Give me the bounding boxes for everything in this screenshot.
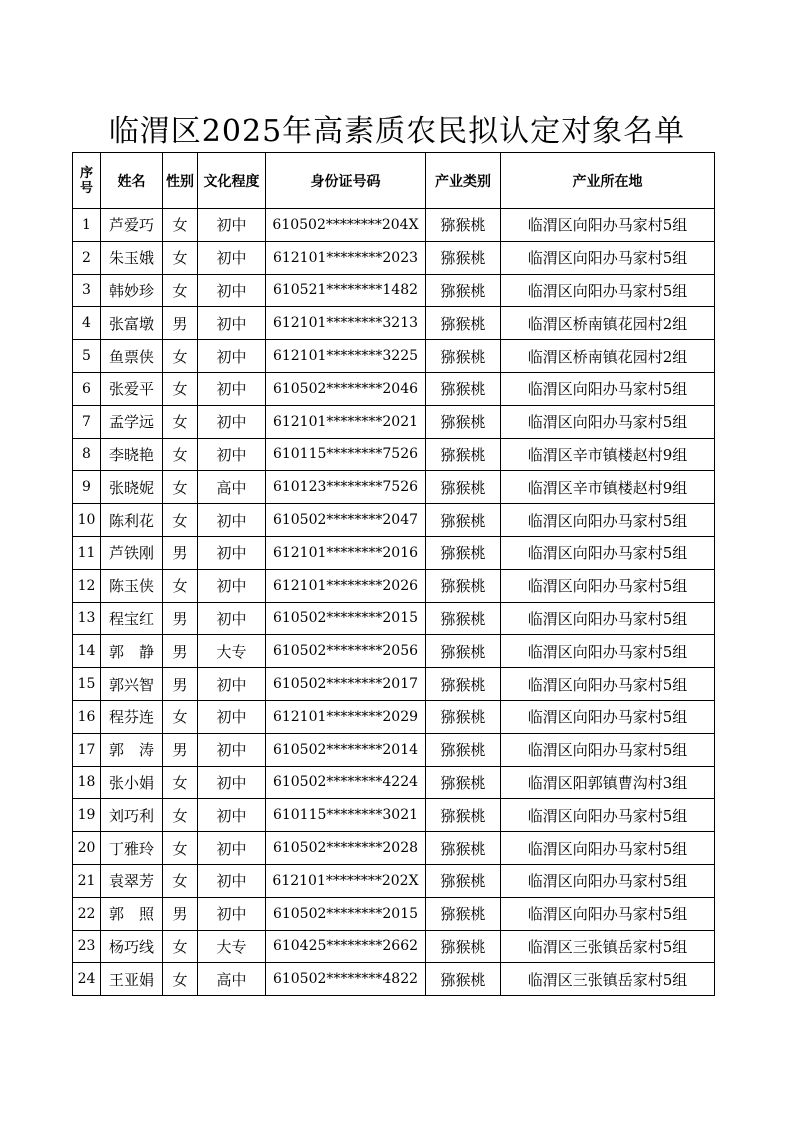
- header-education: 文化程度: [198, 153, 266, 209]
- cell-index: 2: [73, 241, 101, 274]
- cell-education: 初中: [198, 372, 266, 405]
- table-row: [73, 766, 715, 799]
- cell-id-number: 612101********2021: [266, 405, 426, 438]
- table-row: [73, 700, 715, 733]
- cell-education: 初中: [198, 668, 266, 701]
- table-row: [73, 930, 715, 963]
- table-row: [73, 963, 715, 996]
- table-row: [73, 635, 715, 668]
- cell-name: 张富墩: [101, 307, 163, 340]
- cell-index: 1: [73, 209, 101, 242]
- table-row: [73, 897, 715, 930]
- cell-id-number: 610115********7526: [266, 438, 426, 471]
- cell-index: 14: [73, 635, 101, 668]
- cell-gender: 女: [163, 340, 198, 373]
- cell-name: 程宝红: [101, 602, 163, 635]
- cell-name: 丁雅玲: [101, 832, 163, 865]
- cell-industry: 猕猴桃: [426, 602, 501, 635]
- cell-index: 10: [73, 504, 101, 537]
- cell-industry: 猕猴桃: [426, 241, 501, 274]
- cell-id-number: 610502********2028: [266, 832, 426, 865]
- cell-gender: 女: [163, 438, 198, 471]
- cell-name: 朱玉娥: [101, 241, 163, 274]
- cell-industry: 猕猴桃: [426, 209, 501, 242]
- cell-industry: 猕猴桃: [426, 569, 501, 602]
- table-row: [73, 405, 715, 438]
- cell-name: 韩妙珍: [101, 274, 163, 307]
- cell-gender: 男: [163, 602, 198, 635]
- cell-education: 高中: [198, 471, 266, 504]
- cell-industry: 猕猴桃: [426, 733, 501, 766]
- cell-name: 陈玉侠: [101, 569, 163, 602]
- table-row: [73, 504, 715, 537]
- cell-name: 郭兴智: [101, 668, 163, 701]
- cell-id-number: 612101********2023: [266, 241, 426, 274]
- cell-id-number: 610502********4224: [266, 766, 426, 799]
- cell-industry: 猕猴桃: [426, 930, 501, 963]
- cell-gender: 女: [163, 766, 198, 799]
- cell-location: 临渭区向阳办马家村5组: [501, 897, 715, 930]
- cell-name: 张爱平: [101, 372, 163, 405]
- table-row: [73, 471, 715, 504]
- cell-industry: 猕猴桃: [426, 963, 501, 996]
- cell-industry: 猕猴桃: [426, 372, 501, 405]
- cell-id-number: 610123********7526: [266, 471, 426, 504]
- cell-industry: 猕猴桃: [426, 307, 501, 340]
- cell-location: 临渭区辛市镇楼赵村9组: [501, 438, 715, 471]
- table-row: [73, 340, 715, 373]
- cell-location: 临渭区向阳办马家村5组: [501, 799, 715, 832]
- cell-id-number: 612101********2026: [266, 569, 426, 602]
- table-header-row: [73, 153, 715, 209]
- cell-location: 临渭区向阳办马家村5组: [501, 372, 715, 405]
- cell-education: 初中: [198, 241, 266, 274]
- cell-industry: 猕猴桃: [426, 536, 501, 569]
- cell-index: 20: [73, 832, 101, 865]
- cell-location: 临渭区向阳办马家村5组: [501, 602, 715, 635]
- cell-id-number: 612101********3213: [266, 307, 426, 340]
- cell-index: 6: [73, 372, 101, 405]
- table-row: [73, 799, 715, 832]
- cell-education: 初中: [198, 438, 266, 471]
- table-row: [73, 832, 715, 865]
- cell-location: 临渭区桥南镇花园村2组: [501, 307, 715, 340]
- cell-gender: 男: [163, 307, 198, 340]
- cell-education: 初中: [198, 405, 266, 438]
- cell-gender: 男: [163, 635, 198, 668]
- cell-name: 郭 照: [101, 897, 163, 930]
- cell-name: 张晓妮: [101, 471, 163, 504]
- cell-index: 16: [73, 700, 101, 733]
- cell-index: 13: [73, 602, 101, 635]
- cell-industry: 猕猴桃: [426, 504, 501, 537]
- cell-index: 8: [73, 438, 101, 471]
- cell-education: 初中: [198, 569, 266, 602]
- cell-name: 王亚娟: [101, 963, 163, 996]
- cell-name: 张小娟: [101, 766, 163, 799]
- cell-id-number: 610502********4822: [266, 963, 426, 996]
- cell-name: 陈利花: [101, 504, 163, 537]
- cell-location: 临渭区三张镇岳家村5组: [501, 930, 715, 963]
- cell-id-number: 610502********2047: [266, 504, 426, 537]
- cell-gender: 男: [163, 668, 198, 701]
- cell-education: 初中: [198, 536, 266, 569]
- cell-education: 大专: [198, 635, 266, 668]
- cell-location: 临渭区向阳办马家村5组: [501, 668, 715, 701]
- cell-education: 初中: [198, 799, 266, 832]
- cell-gender: 女: [163, 274, 198, 307]
- cell-industry: 猕猴桃: [426, 864, 501, 897]
- cell-id-number: 610502********2046: [266, 372, 426, 405]
- cell-gender: 女: [163, 209, 198, 242]
- cell-index: 4: [73, 307, 101, 340]
- cell-gender: 女: [163, 471, 198, 504]
- cell-education: 初中: [198, 864, 266, 897]
- cell-id-number: 612101********2029: [266, 700, 426, 733]
- cell-industry: 猕猴桃: [426, 274, 501, 307]
- cell-index: 23: [73, 930, 101, 963]
- cell-name: 杨巧线: [101, 930, 163, 963]
- cell-gender: 女: [163, 799, 198, 832]
- cell-location: 临渭区向阳办马家村5组: [501, 635, 715, 668]
- cell-education: 初中: [198, 700, 266, 733]
- cell-id-number: 610502********2015: [266, 897, 426, 930]
- cell-name: 郭 涛: [101, 733, 163, 766]
- header-gender: 性别: [163, 153, 198, 209]
- cell-id-number: 610502********2017: [266, 668, 426, 701]
- cell-industry: 猕猴桃: [426, 897, 501, 930]
- cell-gender: 男: [163, 733, 198, 766]
- cell-gender: 女: [163, 569, 198, 602]
- table-body: [73, 209, 715, 996]
- cell-industry: 猕猴桃: [426, 700, 501, 733]
- cell-gender: 男: [163, 897, 198, 930]
- cell-name: 程芬连: [101, 700, 163, 733]
- cell-name: 李晓艳: [101, 438, 163, 471]
- table-row: [73, 602, 715, 635]
- cell-industry: 猕猴桃: [426, 832, 501, 865]
- cell-industry: 猕猴桃: [426, 766, 501, 799]
- cell-education: 初中: [198, 209, 266, 242]
- cell-location: 临渭区桥南镇花园村2组: [501, 340, 715, 373]
- cell-id-number: 610425********2662: [266, 930, 426, 963]
- cell-id-number: 612101********2016: [266, 536, 426, 569]
- cell-index: 24: [73, 963, 101, 996]
- cell-index: 7: [73, 405, 101, 438]
- cell-education: 初中: [198, 766, 266, 799]
- cell-name: 孟学远: [101, 405, 163, 438]
- cell-id-number: 610502********2015: [266, 602, 426, 635]
- cell-index: 21: [73, 864, 101, 897]
- cell-location: 临渭区向阳办马家村5组: [501, 569, 715, 602]
- header-index: 序 号: [73, 153, 101, 209]
- cell-index: 3: [73, 274, 101, 307]
- cell-location: 临渭区向阳办马家村5组: [501, 405, 715, 438]
- cell-location: 临渭区向阳办马家村5组: [501, 864, 715, 897]
- cell-education: 初中: [198, 897, 266, 930]
- cell-id-number: 610502********2014: [266, 733, 426, 766]
- cell-id-number: 610502********204X: [266, 209, 426, 242]
- cell-education: 初中: [198, 504, 266, 537]
- cell-gender: 女: [163, 963, 198, 996]
- table-row: [73, 241, 715, 274]
- header-industry: 产业类别: [426, 153, 501, 209]
- cell-gender: 女: [163, 241, 198, 274]
- cell-industry: 猕猴桃: [426, 405, 501, 438]
- header-id-number: 身份证号码: [266, 153, 426, 209]
- cell-name: 刘巧利: [101, 799, 163, 832]
- cell-location: 临渭区辛市镇楼赵村9组: [501, 471, 715, 504]
- cell-location: 临渭区向阳办马家村5组: [501, 241, 715, 274]
- table-row: [73, 536, 715, 569]
- cell-gender: 女: [163, 832, 198, 865]
- cell-education: 初中: [198, 602, 266, 635]
- cell-index: 19: [73, 799, 101, 832]
- cell-gender: 女: [163, 405, 198, 438]
- cell-name: 鱼票侠: [101, 340, 163, 373]
- header-location: 产业所在地: [501, 153, 715, 209]
- cell-gender: 男: [163, 536, 198, 569]
- cell-location: 临渭区三张镇岳家村5组: [501, 963, 715, 996]
- cell-location: 临渭区向阳办马家村5组: [501, 733, 715, 766]
- cell-id-number: 610521********1482: [266, 274, 426, 307]
- cell-id-number: 610502********2056: [266, 635, 426, 668]
- cell-education: 初中: [198, 274, 266, 307]
- cell-index: 15: [73, 668, 101, 701]
- cell-gender: 女: [163, 864, 198, 897]
- cell-industry: 猕猴桃: [426, 635, 501, 668]
- cell-education: 大专: [198, 930, 266, 963]
- cell-name: 袁翠芳: [101, 864, 163, 897]
- cell-industry: 猕猴桃: [426, 438, 501, 471]
- cell-education: 初中: [198, 307, 266, 340]
- cell-gender: 女: [163, 504, 198, 537]
- cell-id-number: 612101********202X: [266, 864, 426, 897]
- cell-index: 5: [73, 340, 101, 373]
- cell-industry: 猕猴桃: [426, 471, 501, 504]
- header-name: 姓名: [101, 153, 163, 209]
- cell-index: 22: [73, 897, 101, 930]
- table-row: [73, 274, 715, 307]
- cell-index: 17: [73, 733, 101, 766]
- table-row: [73, 864, 715, 897]
- cell-location: 临渭区阳郭镇曹沟村3组: [501, 766, 715, 799]
- cell-index: 18: [73, 766, 101, 799]
- table-row: [73, 733, 715, 766]
- cell-gender: 女: [163, 930, 198, 963]
- cell-location: 临渭区向阳办马家村5组: [501, 832, 715, 865]
- cell-index: 12: [73, 569, 101, 602]
- cell-location: 临渭区向阳办马家村5组: [501, 274, 715, 307]
- cell-id-number: 612101********3225: [266, 340, 426, 373]
- table-row: [73, 569, 715, 602]
- cell-location: 临渭区向阳办马家村5组: [501, 209, 715, 242]
- cell-education: 初中: [198, 733, 266, 766]
- cell-industry: 猕猴桃: [426, 340, 501, 373]
- table-row: [73, 209, 715, 242]
- table-row: [73, 438, 715, 471]
- cell-id-number: 610115********3021: [266, 799, 426, 832]
- cell-index: 9: [73, 471, 101, 504]
- table-row: [73, 307, 715, 340]
- cell-education: 高中: [198, 963, 266, 996]
- cell-location: 临渭区向阳办马家村5组: [501, 700, 715, 733]
- cell-name: 芦铁刚: [101, 536, 163, 569]
- cell-location: 临渭区向阳办马家村5组: [501, 504, 715, 537]
- cell-index: 11: [73, 536, 101, 569]
- page-title: 临渭区2025年高素质农民拟认定对象名单: [108, 114, 686, 149]
- roster-table: [72, 152, 715, 996]
- cell-education: 初中: [198, 832, 266, 865]
- cell-name: 郭 静: [101, 635, 163, 668]
- table-row: [73, 372, 715, 405]
- cell-education: 初中: [198, 340, 266, 373]
- cell-gender: 女: [163, 700, 198, 733]
- table-row: [73, 668, 715, 701]
- cell-industry: 猕猴桃: [426, 799, 501, 832]
- cell-name: 芦爱巧: [101, 209, 163, 242]
- cell-location: 临渭区向阳办马家村5组: [501, 536, 715, 569]
- cell-industry: 猕猴桃: [426, 668, 501, 701]
- cell-gender: 女: [163, 372, 198, 405]
